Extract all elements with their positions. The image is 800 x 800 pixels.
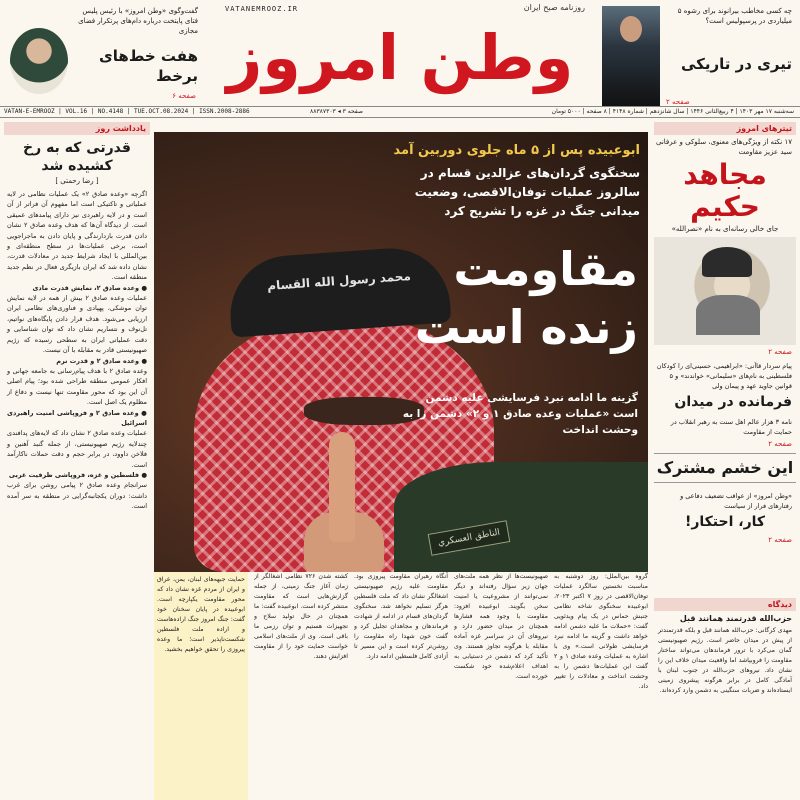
- article-column-2: صهیونیست‌ها از نظر همه ملت‌های جهان زیر سؤال رفته‌اند و دیگر نمی‌توانند از مشروعیت یا امنیت سخن بگویند. ابوعبیده افزود: مقاومت با وجود همه فشارها همچنان در میدان حضور دارد و نیروهای آن در سراسر غزه آماده مقابله با هرگونه تجاوز هستند. وی تأکید کرد که دشمن در دستیابی به اهداف اعلام‌شده خود شکست خورده است.: [454, 573, 548, 680]
- editorial-subhead-3: ● وعده صادق ۲ و فروپاشی امنیت راهبردی اسرائیل: [7, 408, 147, 427]
- editorial-text: اگرچه «وعده صادق ۲» یک عملیات نظامی در لایه عملیاتی و تاکتیکی است اما مفهوم آن فراتر از آن است و در لایه راهبردی نیز دارای پیامدهای عمیقی است. از دیدگاه آن‌ها که هدف وعده صادق ۲ نشان دادن قدرت بازدارندگی و پایان دادن به ماجراجویی است، برخی عملیات‌ها در سطح منطقه‌ای و بین‌المللی با ایجاد شرایط جدید در معادلات قدرت، نشان داده شد که ایران بازیگری فعال در نظم جدید منطقه است.: [7, 190, 148, 282]
- rc-body3: «وطن امروز» از عواقب تضعیف دفاعی و رفتارهای فرار از سیاست: [680, 492, 792, 510]
- editorial-author: [ رضا رحمتی ]: [55, 177, 99, 185]
- editorial-subhead: [4, 283, 150, 293]
- rc-body: پیام سردار قاآنی: «ابراهیمی، حسینی‌ای را کودکان فلسطینی به نام‌های «سلیمانی» خواندند» و ۵ قوانین جاوید عهد و پیمان ولی: [656, 362, 792, 390]
- editorial-subhead-4: ● فلسطین و غزه، فروپاشی ظرفیت غربی: [8, 470, 147, 479]
- teaser-right-title: تیری در تاریکی: [680, 55, 792, 73]
- main-story[interactable]: [154, 132, 648, 572]
- rc-headline-commander[interactable]: فرمانده در میدان: [674, 394, 792, 410]
- rc-subheadline: جای خالی رسانه‌ای به نام «نصرالله»: [671, 225, 779, 233]
- section-head-opinion: دیدگاه: [654, 598, 796, 611]
- tagline: روزنامه صبح ایران: [523, 3, 585, 12]
- editorial-subhead: [4, 470, 150, 480]
- article-column-3: آنگاه رهبران مقاومت پیروزی بود. مقاومت علیه رژیم صهیونیستی اشغالگر نشان داد که ملت فلسطین هرگز تسلیم نخواهد شد. سخنگوی گردان‌های قسام در ادامه از شهادت فرماندهان و مجاهدان تجلیل کرد و گفت خون شهدا راه مقاومت را روشن‌تر کرده است و این مسیر تا آزادی کامل فلسطین ادامه دارد.: [354, 573, 448, 660]
- section-head-editorial: یادداشت روز: [4, 122, 150, 135]
- issue-info-fa: سه‌شنبه ۱۷ مهر ۱۴۰۳ | ۴ ربیع‌الثانی ۱۴۴۶ | سال شانزدهم | شماره ۴۱۴۸ | ۸ صفحه | ۵۰۰۰ تومان: [551, 108, 794, 115]
- teaser-left[interactable]: [8, 6, 198, 101]
- editorial-subhead: [4, 356, 150, 366]
- rc-page-ref: صفحه ۲: [768, 348, 792, 356]
- editorial-text-2: عملیات وعده صادق ۲ بیش از همه در لایه نمایش توان موشکی، پهپادی و فناوری‌های نظامی ایران ارزیابی می‌شود. هدف قرار دادن پایگاه‌های نواتیم، تل‌نوف و نتساریم نشان داد که توان شناسایی و دقت عملیاتی ایران به سطحی رسیده که رژیم صهیونیستی قادر به مقابله با آن نیست.: [7, 294, 148, 355]
- rc-big-headline[interactable]: مجاهد حکیم: [683, 158, 767, 223]
- section-head-today: تیترهای امروز: [654, 122, 796, 135]
- main-subheadline: گزینه ما ادامه نبرد فرسایشی علیه دشمن است «عملیات وعده صادق ۱ و ۲» دشمن را به وحشت انداخت: [402, 392, 638, 436]
- police-chief-photo: [10, 28, 68, 94]
- headband-text: محمد رسول الله القسام: [266, 269, 412, 293]
- masthead: [0, 0, 800, 112]
- opinion-text: مهدی کرگانی: حزب‌الله همانند قبل و بلکه قدرتمندتر از پیش در میدان حاضر است. رژیم صهیونیستی گمان می‌کرد با ترور فرماندهان می‌تواند ساختار مقاومت را فروبپاشد اما واقعیت میدان خلاف این را نشان داد. نیروهای حزب‌الله در جنوب لبنان با آمادگی کامل در برابر هرگونه پیشروی زمینی ایستاده‌اند و ضربات سنگینی به دشمن وارد کرده‌اند.: [658, 627, 792, 694]
- editorial-subhead: [4, 408, 150, 429]
- editorial-title[interactable]: قدرتی که به رخ کشیده شد: [23, 140, 131, 174]
- left-sidebar: [4, 122, 150, 800]
- editorial-subhead-2: ● وعده صادق ۲ و قدرت نرم: [56, 356, 147, 365]
- rc-kicker: ۱۷ نکته از ویژگی‌های معنوی، سلوکی و عرفانی سید عزیز مقاومت: [655, 138, 792, 156]
- rc-headline-anger[interactable]: این خشم مشترک: [656, 458, 794, 477]
- site-url[interactable]: VATANEMROOZ.IR: [225, 5, 299, 13]
- editorial-text-4: عملیات وعده صادق ۲ نشان داد که لایه‌های پدافندی چندلایه رژیم صهیونیستی، از جمله گنبد آهنین و فلاخن داوود، در برابر حجم و دقت حملات ناکارآمد است.: [7, 429, 147, 469]
- editorial-subhead-1: ● وعده صادق ۲، نمایش قدرت مادی: [32, 283, 147, 292]
- cleric-photo: [654, 237, 796, 345]
- speaker-photo: [602, 6, 660, 106]
- main-kicker: ابوعبیده پس از ۵ ماه جلوی دوربین آمد: [393, 143, 640, 158]
- uniform-patch: الناطق العسكري: [428, 520, 511, 556]
- teaser-right-kicker: چه کسی مخاطب بیرانوند برای رشوه ۵ میلیاردی در پرسپولیس است؟: [677, 7, 792, 25]
- divider: [654, 482, 796, 483]
- issue-info-en: VATAN-E-EMROOZ | VOL.16 | NO.4148 | TUE.OCT.08.2024 | ISSN.2008-2886: [4, 108, 250, 115]
- article-column-5: حمایت جبهه‌های لبنان، یمن، عراق و ایران از مردم غزه نشان داد که محور مقاومت یکپارچه است. ابوعبیده در پایان سخنان خود گفت: جنگ امروز جنگ اراده‌هاست و اراده ملت فلسطین شکست‌ناپذیر است؛ ما وعده پیروزی را تحقق خواهیم بخشید.: [154, 572, 248, 800]
- teaser-right-page-ref: صفحه ۲: [666, 98, 690, 106]
- opinion-box: [654, 598, 796, 800]
- issue-page: صفحه ۳ ◂ ۸۸۳۸۷۳۰۳: [310, 108, 363, 115]
- article-column-4: کشته شدن ۷۲۶ نظامی اشغالگر از زمان آغاز جنگ زمینی، از جمله گزارش‌هایی است که مقاومت منتشر کرده است. ابوعبیده گفت: ما همچنان در حال تولید سلاح و تجهیزات هستیم و توان رزمی ما باقی است. وی از ملت‌های اسلامی خواست حمایت خود را از مقاومت افزایش دهند.: [254, 573, 348, 660]
- main-article: [154, 572, 648, 800]
- editorial-text-5: سرانجام وعده صادق ۲ پیامی روشن برای غرب داشت: دوران یکجانبه‌گرایی در منطقه به سر آمده است.: [7, 481, 148, 511]
- teaser-right[interactable]: [602, 6, 792, 106]
- raised-finger: [329, 432, 355, 542]
- opinion-title[interactable]: حزب‌الله قدرتمند همانند قبل: [679, 614, 792, 623]
- rc-body2: نامه ۳ هزار عالم اهل سنت به رهبر انقلاب در حمایت از مقاومت: [670, 418, 792, 436]
- teaser-left-kicker: گفت‌وگوی «وطن امروز» با رئیس پلیس فتای پایتخت درباره دام‌های پرتکرار فضای مجازی: [78, 7, 198, 35]
- logo-block: [195, 0, 605, 105]
- main-kicker-2: سخنگوی گردان‌های عزالدین قسام در سالروز عملیات توفان‌الاقصی، وضعیت میدانی جنگ در غزه را تشریح کرد: [414, 166, 640, 218]
- newspaper-logo: وطن امروز: [226, 21, 574, 94]
- article-column-1: گروه بین‌الملل: روز دوشنبه به مناسبت نخستین سالگرد عملیات توفان‌الاقصی در روز ۷ اکتبر ۲۰۲۳، ابوعبیده سخنگوی شاخه نظامی جنبش حماس در یک پیام ویدئویی گفت: «حملات ما علیه دشمن ادامه خواهد داشت و گزینه ما ادامه نبرد فرسایشی طولانی است.» وی با اشاره به عملیات وعده صادق ۱ و ۲ گفت این عملیات‌ها دشمن را به وحشت انداخت و معادلات را تغییر داد.: [554, 573, 648, 690]
- rc-headline-hoarding[interactable]: کار، احتکار!: [684, 514, 766, 530]
- rc-page-ref4: صفحه ۲: [768, 536, 792, 544]
- editorial-text-3: وعده صادق ۲ با هدف پیام‌رسانی به جامعه جهانی و افکار عمومی منطقه طراحی شده بود؛ پیام اصلی آن این بود که محور مقاومت تنها نیست و دفاع از مظلوم یک اصل است.: [7, 366, 148, 407]
- main-headline[interactable]: مقاومت زنده است: [414, 242, 638, 354]
- divider: [654, 453, 796, 454]
- teaser-left-title: هفت خط‌های برخط: [99, 47, 198, 85]
- rc-page-ref2: صفحه ۲: [768, 440, 792, 448]
- issue-bar: [0, 106, 800, 118]
- teaser-left-page-ref: صفحه ۶: [172, 92, 196, 100]
